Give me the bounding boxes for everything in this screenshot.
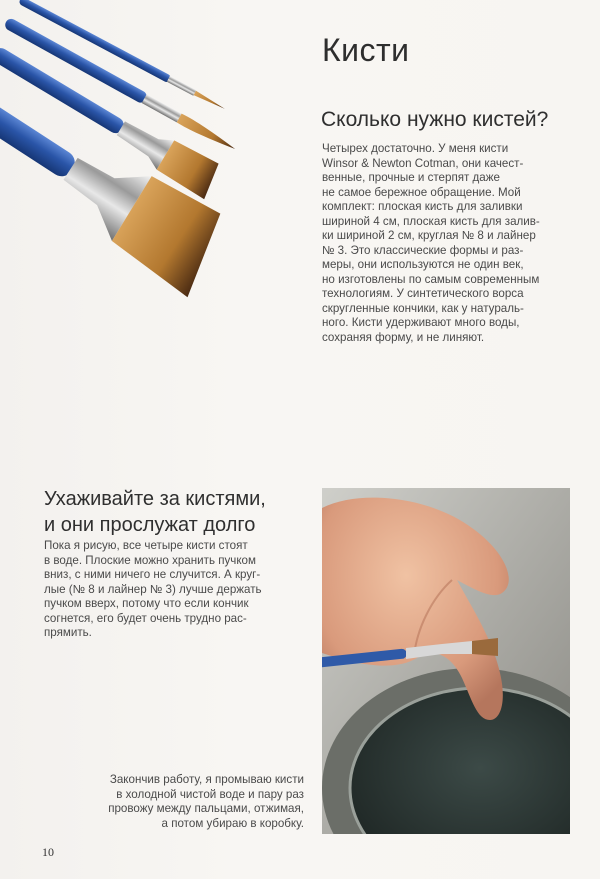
text-line: не самое бережное обращение. Мой xyxy=(322,185,521,199)
heading-line: Ухаживайте за кистями, xyxy=(44,488,266,510)
text-line: технологиям. У синтетического ворса xyxy=(322,287,524,300)
photo-caption xyxy=(30,773,304,831)
brushes-illustration xyxy=(0,0,300,430)
text-line: вниз, с ними ничего не случится. А круг- xyxy=(44,568,261,581)
section-heading-brush-care xyxy=(44,486,266,538)
caption-line: а потом убираю в коробку. xyxy=(161,816,304,830)
text-line: ки шириной 2 см, круглая № 8 и лайнер xyxy=(322,229,536,242)
text-line: скругленные кончики, как у натураль- xyxy=(322,301,524,315)
hand-washing-brush-photo xyxy=(322,488,570,834)
text-line: Winsor & Newton Cotman, они качест- xyxy=(322,156,524,170)
text-line: в воде. Плоские можно хранить пучком xyxy=(44,553,256,567)
page-title: Кисти xyxy=(322,32,410,68)
text-line: лые (№ 8 и лайнер № 3) лучше держать xyxy=(44,582,262,596)
text-line: пучком вверх, потому что если кончик xyxy=(44,597,249,610)
text-line: согнется, его будет очень трудно рас- xyxy=(44,611,247,625)
caption-line: Закончив работу, я промываю кисти xyxy=(109,773,304,786)
text-line: прямить. xyxy=(44,626,92,639)
section-body-brush-care xyxy=(44,539,304,641)
text-line: комплект: плоская кисть для заливки xyxy=(322,200,523,213)
text-line: Пока я рисую, все четыре кисти стоят xyxy=(44,539,248,552)
text-line: № 3. Это классические формы и раз- xyxy=(322,243,524,257)
text-line: ного. Кисти удерживают много воды, xyxy=(322,316,520,329)
liner-brush xyxy=(18,0,227,112)
text-line: Четырех достаточно. У меня кисти xyxy=(322,142,509,155)
caption-line: в холодной чистой воде и пару раз xyxy=(116,787,304,801)
text-line: сохраняя форму, и не линяют. xyxy=(322,330,485,344)
text-line: венные, прочные и стерпят даже xyxy=(322,171,500,184)
photo-illustration xyxy=(322,488,570,834)
section-heading-how-many-brushes: Сколько нужно кистей? xyxy=(321,108,549,131)
flat-brush-small xyxy=(0,35,224,199)
text-line: но изготовлены по самым современным xyxy=(322,272,540,286)
page-number: 10 xyxy=(42,845,54,859)
caption-line: провожу между пальцами, отжимая, xyxy=(108,802,304,815)
text-line: меры, они используются не один век, xyxy=(322,258,524,271)
heading-line: и они прослужат долго xyxy=(44,514,256,536)
section-body-how-many-brushes xyxy=(322,142,590,345)
text-line: шириной 4 см, плоская кисть для залив- xyxy=(322,214,540,228)
